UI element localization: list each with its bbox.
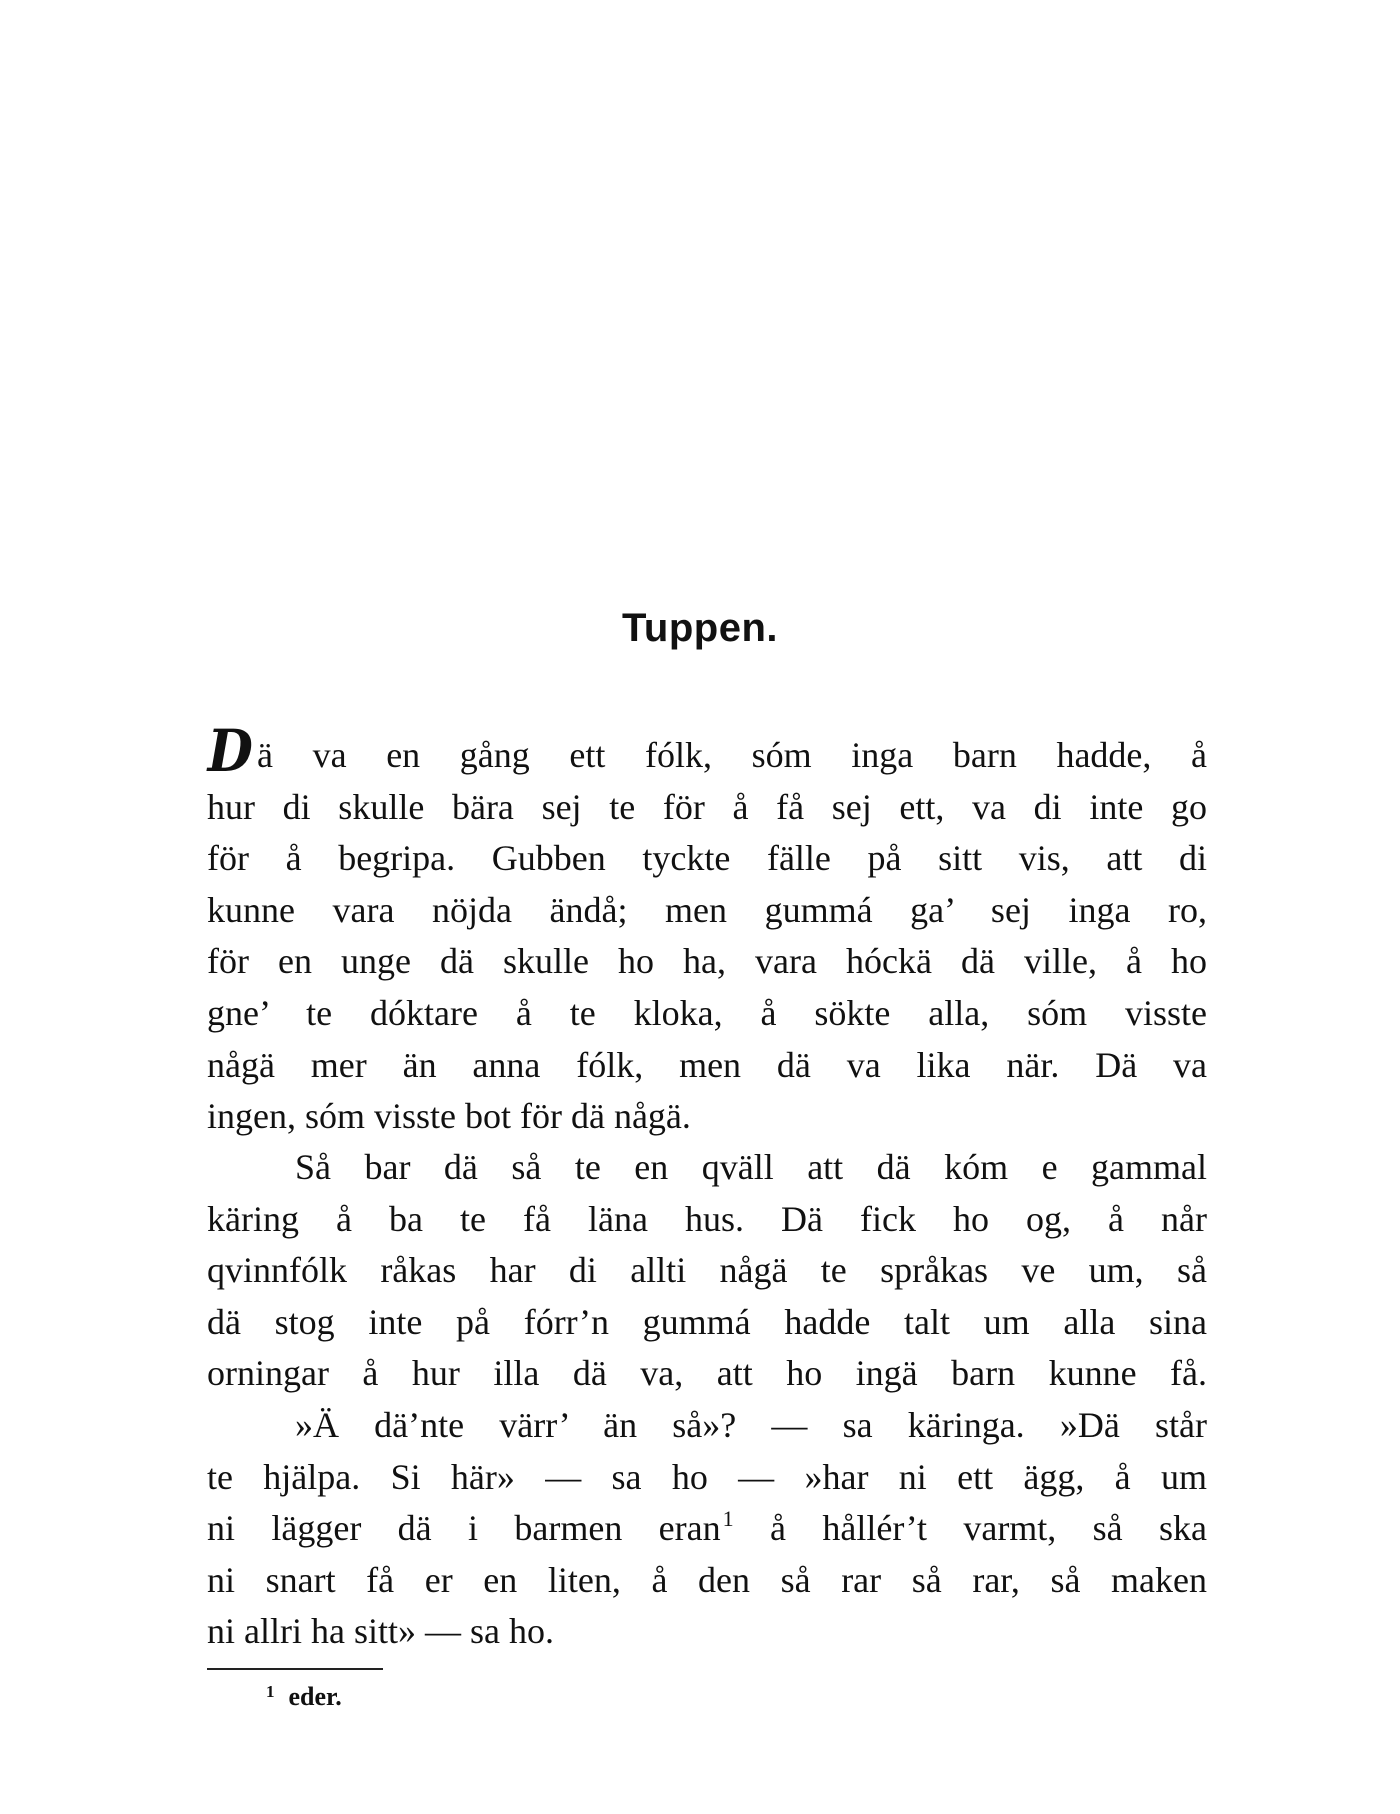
text-line: »Ä dä’nte värr’ än så»? — sa käringa. »Dä står	[295, 1405, 1207, 1445]
text-line: qvinnfólk råkas har di allti någä te språkas ve um, så	[207, 1250, 1207, 1291]
footnote-marker: 1	[266, 1682, 275, 1701]
paragraph-2	[207, 1142, 1207, 1400]
paragraph-3	[207, 1400, 1207, 1658]
text-line: kunne vara nöjda ändå; men gummá ga’ sej inga ro,	[207, 889, 1207, 930]
text-after-footnote: å hållér’t varmt, så ska	[770, 1508, 1208, 1549]
text-line: någä mer än anna fólk, men dä va lika när. Dä va	[207, 1044, 1207, 1085]
text-line: för å begripa. Gubben tyckte fälle på sitt vis, att di	[207, 838, 1207, 879]
text-line	[207, 1503, 1207, 1555]
text-line: ingen, sóm visste bot för dä någä.	[207, 1096, 691, 1137]
text-line: käring å ba te få läna hus. Dä fick ho og, å når	[207, 1198, 1207, 1239]
text-line: te hjälpa. Si här» — sa ho — »har ni ett ägg, å um	[207, 1456, 1207, 1497]
drop-cap-initial: D	[207, 717, 253, 785]
text-line: dä stog inte på fórr’n gummá hadde talt um alla sina	[207, 1301, 1207, 1342]
text-line: för en unge dä skulle ho ha, vara hóckä dä ville, å ho	[207, 941, 1207, 982]
text-line: ni allri ha sitt» — sa ho.	[207, 1611, 554, 1652]
text-line: Dä va en gång ett fólk, sóm inga barn hadde, å	[207, 717, 1207, 785]
footnote-separator	[207, 1668, 383, 1670]
footnote-text: eder.	[288, 1682, 342, 1711]
text-line: Så bar dä så te en qväll att dä kóm e gammal	[295, 1147, 1207, 1187]
footnote-reference[interactable]: 1	[722, 1506, 734, 1532]
text-line: orningar å hur illa dä va, att ho ingä barn kunne få.	[207, 1353, 1207, 1394]
footnote	[266, 1682, 342, 1712]
paragraph-1	[207, 717, 1207, 1143]
text-line: hur di skulle bära sej te för å få sej ett, va di inte go	[207, 786, 1207, 827]
chapter-title: Tuppen.	[621, 606, 779, 650]
text-line: gne’ te dóktare å te kloka, å sökte alla, sóm visste	[207, 992, 1207, 1033]
text-before-footnote: ni lägger dä i barmen eran	[207, 1508, 721, 1549]
text-line: ni snart få er en liten, å den så rar så rar, så maken	[207, 1559, 1207, 1600]
